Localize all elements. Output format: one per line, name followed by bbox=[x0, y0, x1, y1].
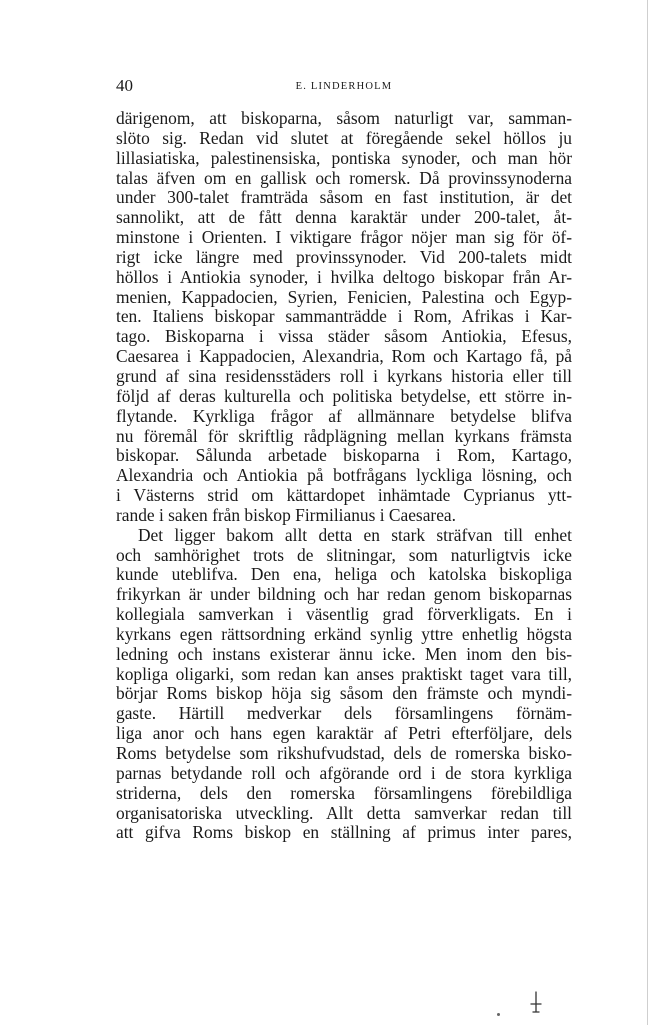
text-line: ledning och instans existerar ännu icke. Men inom den bis- bbox=[116, 643, 572, 664]
text-line: Caesarea i Kappadocien, Alexandria, Rom och Kartago få, på bbox=[116, 346, 572, 367]
text-line: kopliga oligarki, som redan kan anses praktiskt taget vara till, bbox=[116, 663, 572, 684]
text-line: kollegiala samverkan i väsentlig grad förverkligats. En i bbox=[116, 604, 572, 625]
text-line: lillasiatiska, palestinensiska, pontiska synoder, och man hör bbox=[116, 147, 572, 168]
speck-mark bbox=[497, 1013, 500, 1016]
text-line: organisatoriska utveckling. Allt detta samverkar redan till bbox=[116, 802, 572, 823]
text-line: kunde uteblifva. Den ena, heliga och katolska biskopliga bbox=[116, 564, 572, 585]
text-line: kyrkans egen rättsordning erkänd synlig yttre enhetlig högsta bbox=[116, 623, 572, 644]
text-line: gaste. Härtill medverkar dels församlingens förnäm- bbox=[116, 703, 572, 724]
text-line: börjar Roms biskop höja sig såsom den främste och myndi- bbox=[116, 683, 572, 704]
text-line: nu föremål för skriftlig rådplägning mellan kyrkans främsta bbox=[116, 425, 572, 446]
text-line: frikyrkan är under bildning och har redan genom biskoparnas bbox=[116, 584, 572, 605]
text-line: Det ligger bakom allt detta en stark sträfvan till enhet bbox=[138, 524, 572, 545]
text-line: att gifva Roms biskop en ställning af primus inter pares, bbox=[116, 822, 572, 843]
text-line: menien, Kappadocien, Syrien, Fenicien, Palestina och Egyp- bbox=[116, 286, 572, 307]
text-line: under 300-talet framträda såsom en fast institution, är det bbox=[116, 187, 572, 208]
text-line: slöto sig. Redan vid slutet at föregående sekel höllos ju bbox=[116, 127, 572, 148]
text-line: rigt icke längre med provinssynoder. Vid 200-talets midt bbox=[116, 246, 572, 267]
text-line: grund af sina residensstäders roll i kyrkans historia eller till bbox=[116, 365, 572, 386]
paragraph-1 bbox=[116, 109, 572, 526]
pencil-mark-icon bbox=[527, 990, 545, 1016]
text-line: striderna, dels den romerska församlingens förebildliga bbox=[116, 782, 572, 803]
running-head bbox=[116, 76, 572, 96]
header-title: E. LINDERHOLM bbox=[295, 81, 393, 92]
text-line: och samhörighet trots de slitningar, som naturligtvis icke bbox=[116, 544, 572, 565]
text-line: flytande. Kyrkliga frågor af allmännare betydelse blifva bbox=[116, 405, 572, 426]
text-line: tago. Biskoparna i vissa städer såsom Antiokia, Efesus, bbox=[116, 326, 572, 347]
text-line: i Västerns strid om kättardopet inhämtade Cyprianus ytt- bbox=[116, 485, 572, 506]
text-line: rande i saken från biskop Firmilianus i Caesarea. bbox=[116, 504, 456, 525]
page-number: 40 bbox=[116, 76, 133, 95]
paragraph-2 bbox=[116, 526, 572, 844]
text-line: liga anor och hans egen karaktär af Petri efterföljare, dels bbox=[116, 723, 572, 744]
text-line: följd af deras kulturella och politiska betydelse, ett större in- bbox=[116, 385, 572, 406]
text-line: Alexandria och Antiokia på botfrågans lyckliga lösning, och bbox=[116, 465, 572, 486]
text-line: därigenom, att biskoparna, såsom naturligt var, samman- bbox=[116, 108, 572, 128]
text-line: minstone i Orienten. I viktigare frågor nöjer man sig för öf- bbox=[116, 227, 572, 248]
text-line: höllos i Antiokia synoder, i hvilka deltogo biskopar från Ar- bbox=[116, 266, 572, 287]
text-line: Roms betydelse som rikshufvudstad, dels de romerska bisko- bbox=[116, 743, 572, 763]
text-line: sannolikt, att de fått denna karaktär under 200-talet, åt- bbox=[116, 207, 572, 228]
text-line: biskopar. Sålunda arbetade biskoparna i Rom, Kartago, bbox=[116, 445, 572, 466]
text-line: parnas betydande roll och afgörande ord i de stora kyrkliga bbox=[116, 762, 572, 783]
text-line: ten. Italiens biskopar sammanträdde i Rom, Afrikas i Kar- bbox=[116, 306, 572, 327]
text-line: talas äfven om en gallisk och romersk. Då provinssynoderna bbox=[116, 167, 572, 188]
body-text bbox=[116, 109, 572, 843]
